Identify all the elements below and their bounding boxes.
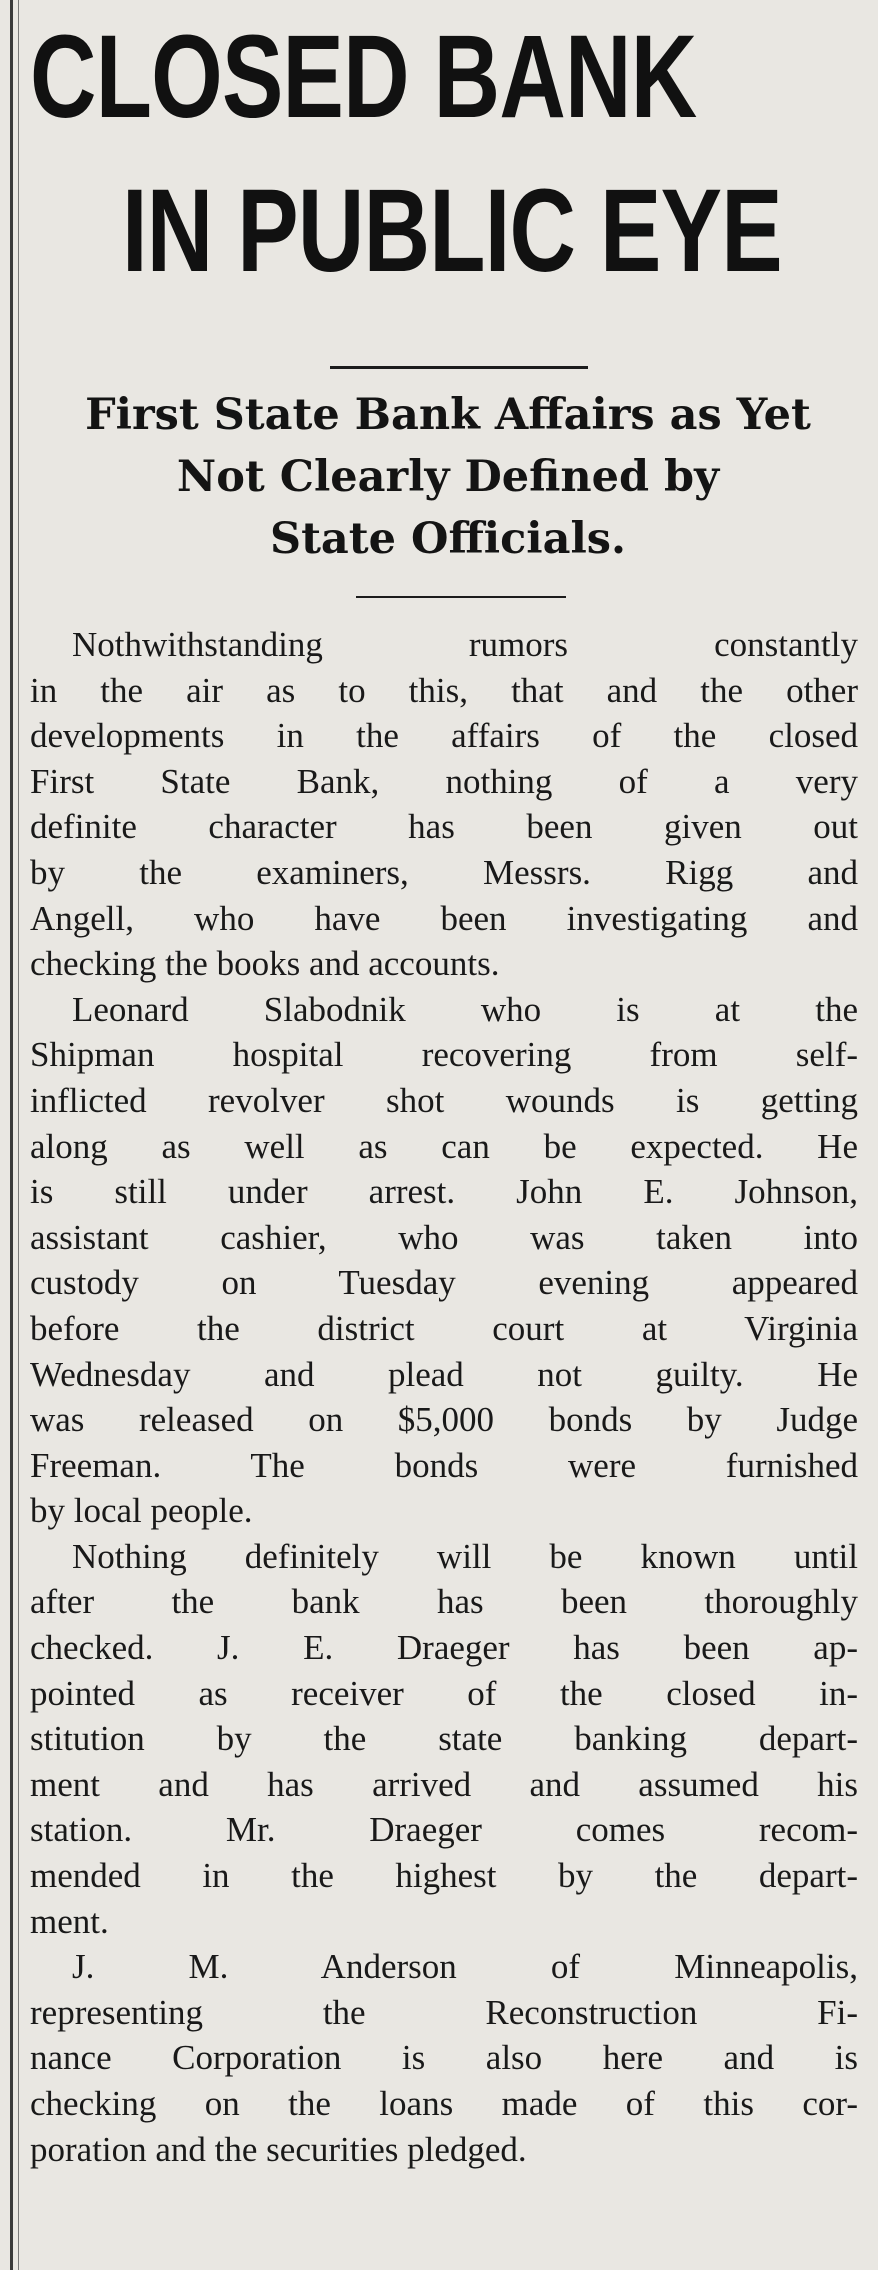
- article-line: poration and the securities pledged.: [30, 2129, 527, 2169]
- subhead-line: State Officials.: [270, 514, 626, 564]
- article-line: Nothwithstanding rumors constantly: [72, 625, 858, 664]
- article-line: Freeman. The bonds were furnished: [30, 1445, 858, 1485]
- article-line: J. M. Anderson of Minneapolis,: [72, 1947, 858, 1987]
- subhead-line: Not Clearly Defined by: [176, 452, 720, 502]
- article-line: checked. J. E. Draeger has been ap-: [30, 1628, 858, 1668]
- article-line: Shipman hospital recovering from self-: [30, 1035, 858, 1075]
- subhead-line: First State Bank Affairs as Yet: [85, 390, 811, 440]
- article-line: inflicted revolver shot wounds is getting: [30, 1080, 858, 1120]
- article-line: Angell, who have been investigating and: [30, 898, 858, 938]
- article-line: after the bank has been thoroughly: [30, 1582, 858, 1622]
- headline-line-2: IN PUBLIC EYE: [122, 165, 782, 297]
- article-line: developments in the affairs of the closed: [30, 716, 858, 756]
- column-rule-thin: [18, 0, 19, 2270]
- article-line: by the examiners, Messrs. Rigg and: [30, 852, 858, 892]
- column-rule: [10, 0, 13, 2270]
- article-line: in the air as to this, that and the other: [30, 670, 858, 710]
- divider-rule-bottom: [356, 596, 566, 598]
- article-line: checking the books and accounts.: [30, 944, 500, 984]
- article-line: is still under arrest. John E. Johnson,: [30, 1172, 858, 1212]
- article-paragraph: [30, 622, 858, 987]
- article-line: pointed as receiver of the closed in-: [30, 1673, 858, 1713]
- article-line: before the district court at Virginia: [30, 1308, 858, 1348]
- article-line: ment.: [30, 1901, 109, 1941]
- article-line: stitution by the state banking depart-: [30, 1719, 858, 1759]
- article-line: assistant cashier, who was taken into: [30, 1217, 858, 1257]
- article-line: ment and has arrived and assumed his: [30, 1764, 858, 1804]
- article-line: along as well as can be expected. He: [30, 1126, 858, 1166]
- article-line: by local people.: [30, 1491, 253, 1531]
- article-line: First State Bank, nothing of a very: [30, 761, 858, 801]
- article-line: custody on Tuesday evening appeared: [30, 1263, 858, 1303]
- subheadline: [30, 384, 866, 570]
- article-line: Nothing definitely will be known until: [72, 1536, 858, 1576]
- article-line: mended in the highest by the depart-: [30, 1856, 858, 1896]
- article-paragraph: [30, 1944, 858, 2172]
- article-line: station. Mr. Draeger comes recom-: [30, 1810, 858, 1850]
- article-paragraph: [30, 1534, 858, 1944]
- divider-rule-top: [330, 366, 588, 369]
- article-line: nance Corporation is also here and is: [30, 2038, 858, 2078]
- headline-line-1: CLOSED BANK: [30, 11, 697, 143]
- article-line: definite character has been given out: [30, 807, 858, 847]
- article-line: representing the Reconstruction Fi-: [30, 1992, 858, 2032]
- article-body: [30, 622, 858, 2172]
- article-line: Leonard Slabodnik who is at the: [72, 989, 858, 1029]
- article-line: checking on the loans made of this cor-: [30, 2084, 858, 2123]
- article-line: was released on $5,000 bonds by Judge: [30, 1400, 858, 1440]
- article-paragraph: [30, 987, 858, 1534]
- article-line: Wednesday and plead not guilty. He: [30, 1354, 858, 1394]
